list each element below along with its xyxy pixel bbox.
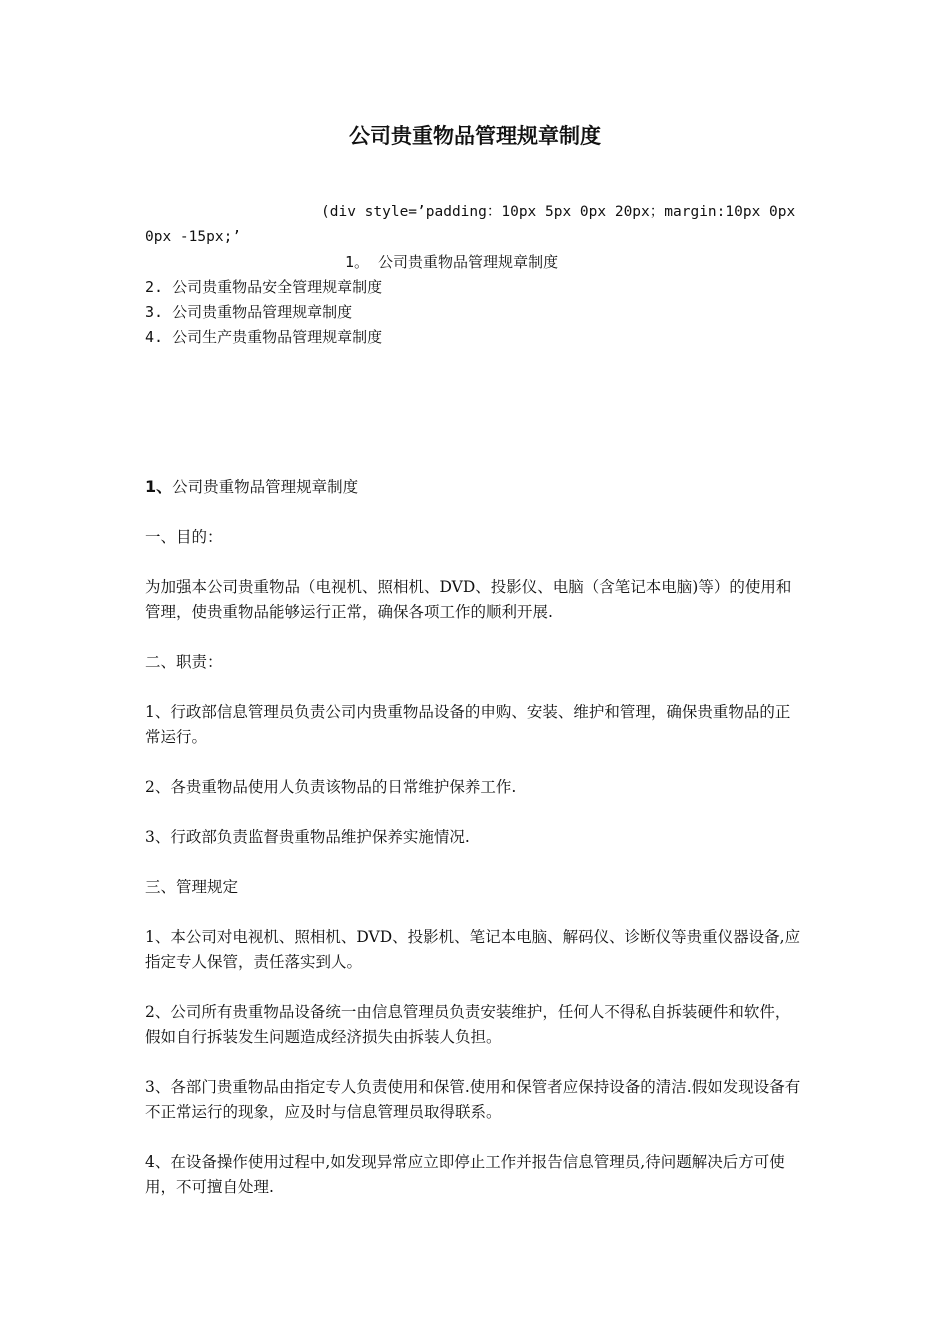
section-number: 1、 [145, 477, 173, 496]
paragraph-duty-1: 1、行政部信息管理员负责公司内贵重物品设备的申购、安装、维护和管理，确保贵重物品的正常运行。 [145, 703, 791, 746]
paragraph-duty-3: 3、行政部负责监督贵重物品维护保养实施情况. [145, 828, 470, 846]
paragraph-rule-1: 1、本公司对电视机、照相机、DVD、投影机、笔记本电脑、解码仪、诊断仪等贵重仪器设备,应指定专人保管，责任落实到人。 [145, 928, 801, 971]
toc-item: 4. 公司生产贵重物品管理规章制度 [145, 328, 383, 346]
paragraph-rule-3: 3、各部门贵重物品由指定专人负责使用和保管.使用和保管者应保持设备的清洁.假如发现设备有不正常运行的现象，应及时与信息管理员取得联系。 [145, 1078, 801, 1121]
paragraph-rule-2: 2、公司所有贵重物品设备统一由信息管理员负责安装维护，任何人不得私自拆装硬件和软件，假如自行拆装发生问题造成经济损失由拆装人负担。 [145, 1003, 791, 1046]
toc-item: 1。 公司贵重物品管理规章制度 [345, 253, 559, 271]
paragraph-rule-4: 4、在设备操作使用过程中,如发现异常应立即停止工作并报告信息管理员,待问题解决后方可使用，不可擅自处理. [145, 1153, 785, 1196]
toc-item: 3. 公司贵重物品管理规章制度 [145, 303, 353, 321]
document-body [145, 474, 805, 1225]
document-title: 公司贵重物品管理规章制度 [349, 124, 601, 148]
paragraph-duty-2: 2、各贵重物品使用人负责该物品的日常维护保养工作. [145, 778, 517, 796]
toc-item: 2. 公司贵重物品安全管理规章制度 [145, 278, 383, 296]
paragraph-duties-heading: 二、职责： [145, 653, 223, 671]
paragraph-rules-heading: 三、管理规定 [145, 878, 239, 896]
section-title: 公司贵重物品管理规章制度 [172, 478, 359, 496]
table-of-contents [145, 200, 805, 350]
paragraph-purpose: 为加强本公司贵重物品（电视机、照相机、DVD、投影仪、电脑（含笔记本电脑)等）的使用和管理，使贵重物品能够运行正常，确保各项工作的顺利开展. [145, 578, 792, 621]
paragraph-purpose-heading: 一、目的： [145, 528, 223, 546]
section-heading [145, 474, 805, 500]
toc-code-line: (div style=’padding：10px 5px 0px 20px；margin:10px 0px 0px -15px;’ [145, 204, 804, 245]
